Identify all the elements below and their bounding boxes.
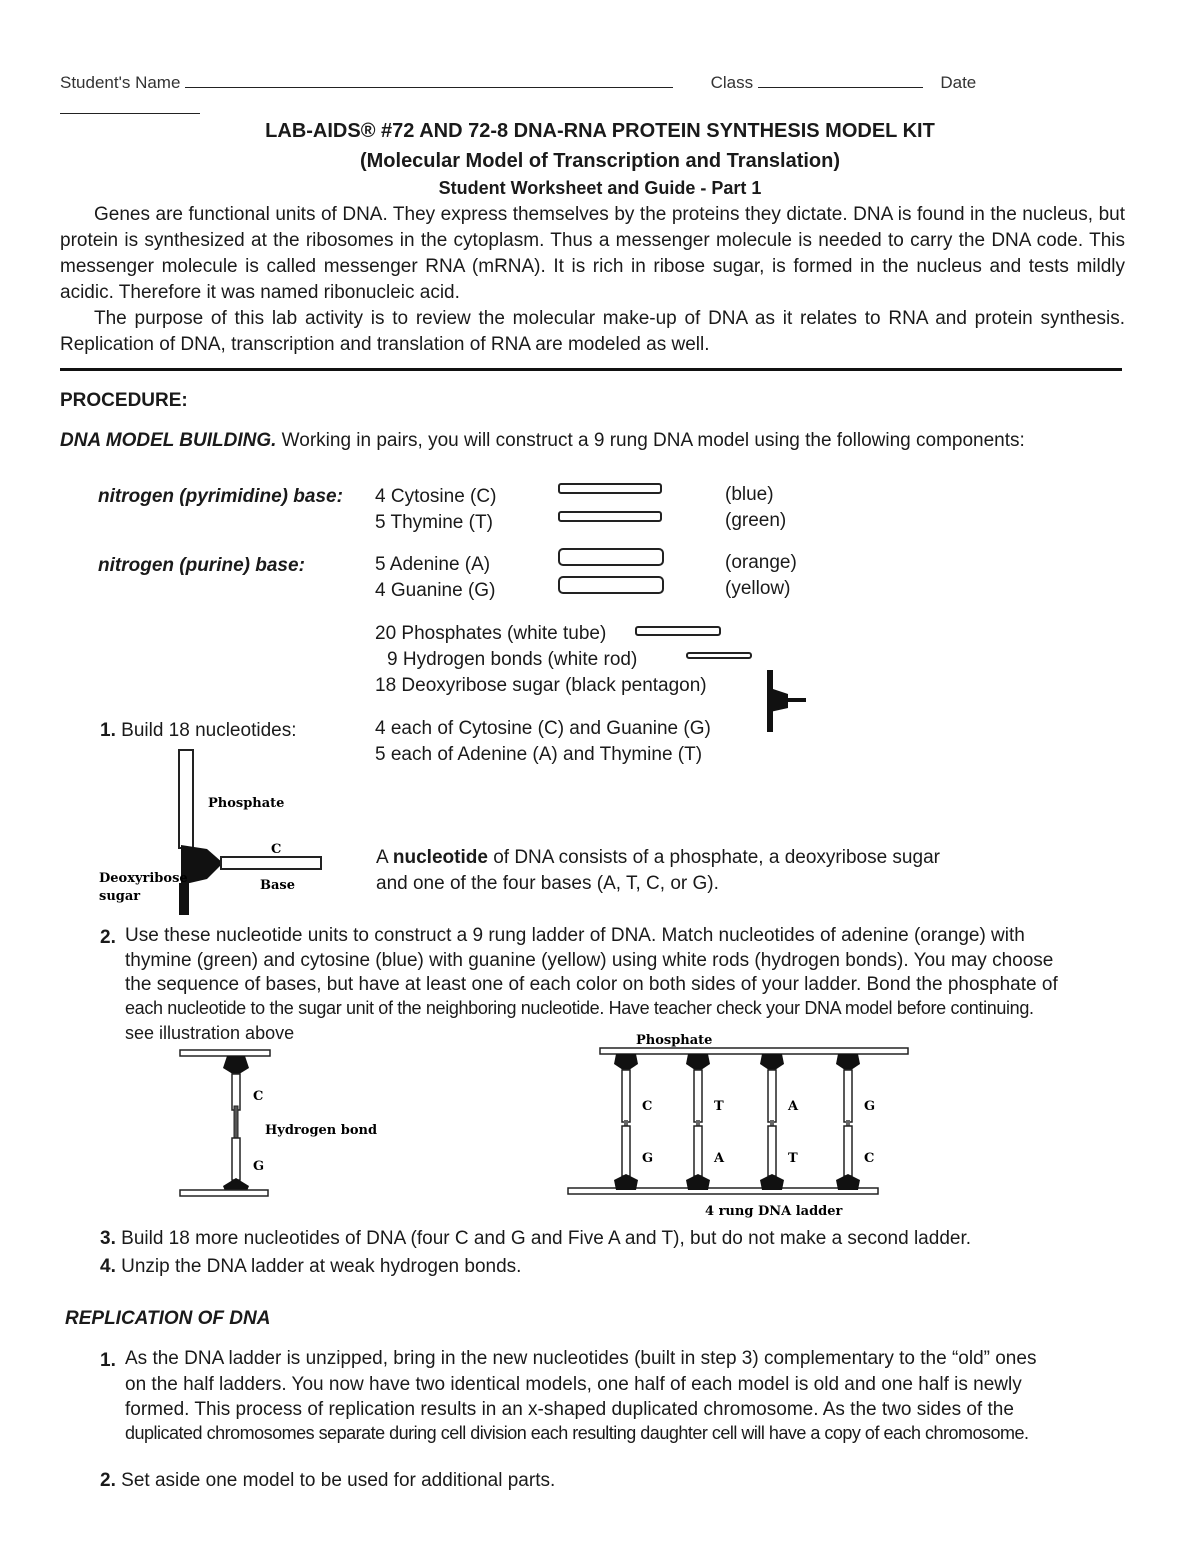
ladder-base-bottom — [768, 1126, 776, 1176]
ladder-rung — [836, 1054, 875, 1190]
adenine-count: 5 Adenine (A) — [375, 554, 491, 575]
thymine-piece-icon — [558, 511, 662, 522]
step2-line4: each nucleotide to the sugar unit of the neighboring nucleotide. Have teacher check your DNA model before continuing. — [125, 998, 1034, 1018]
ladder-sugar-bottom — [614, 1174, 638, 1190]
ladder-rung — [760, 1054, 799, 1190]
ladder-rung — [686, 1054, 725, 1190]
rung-hydrogen-bond-label: Hydrogen bond — [265, 1123, 378, 1138]
step1-number: 1. — [100, 720, 116, 741]
guanine-count: 4 Guanine (G) — [375, 580, 496, 601]
model-building-intro — [60, 428, 1140, 454]
adenine-color: (orange) — [725, 552, 797, 573]
replication-step2: 2. Set aside one model to be used for additional parts. — [100, 1470, 556, 1491]
guanine-color: (yellow) — [725, 578, 791, 599]
header-row — [60, 70, 1120, 122]
name-label: Student's Name — [60, 73, 181, 92]
step1-detail2: 5 each of Adenine (A) and Thymine (T) — [375, 744, 703, 765]
title-line2: (Molecular Model of Transcription and Translation) — [359, 150, 841, 172]
nucleotide-diagram — [95, 745, 335, 920]
model-building-heading: DNA MODEL BUILDING. — [60, 430, 277, 451]
title-line1: LAB-AIDS® #72 AND 72-8 DNA-RNA PROTEIN SYNTHESIS MODEL KIT — [265, 120, 935, 142]
ladder-rung — [614, 1054, 653, 1190]
name-field[interactable] — [185, 87, 673, 88]
purine-label: nitrogen (purine) base: — [98, 555, 305, 576]
step1-detail1: 4 each of Cytosine (C) and Guanine (G) — [375, 718, 711, 739]
ladder-top-base-label: T — [714, 1099, 724, 1114]
ladder-base-bottom — [694, 1126, 702, 1176]
hydrogen-bond-diagram — [175, 1048, 395, 1203]
ladder-base-top — [622, 1070, 630, 1122]
ladder-base-top — [768, 1070, 776, 1122]
ladder-phosphate-label: Phosphate — [636, 1033, 713, 1048]
ladder-top-base-label: G — [864, 1099, 876, 1114]
phosphates-count: 20 Phosphates (white tube) — [375, 623, 607, 644]
step3: 3. Build 18 more nucleotides of DNA (four C and G and Five A and T), but do not make a second ladder. — [100, 1228, 972, 1249]
section-divider — [60, 368, 1122, 371]
hydrogen-count: 9 Hydrogen bonds (white rod) — [387, 649, 638, 670]
cytosine-count: 4 Cytosine (C) — [375, 486, 497, 507]
rung-g-label: G — [253, 1159, 265, 1174]
adenine-piece-icon — [558, 548, 664, 566]
phosphate-tube-icon — [635, 626, 721, 636]
nucleotide-deoxyribose-label: Deoxyribose — [99, 871, 188, 886]
nucleotide-definition: A nucleotide of DNA consists of a phosphate, a deoxyribose sugar — [376, 847, 940, 868]
replication-step1-number: 1. — [100, 1350, 116, 1371]
date-label: Date — [940, 73, 977, 92]
deoxyribose-count: 18 Deoxyribose sugar (black pentagon) — [375, 675, 707, 696]
step2-line5: see illustration above — [125, 1023, 295, 1043]
nucleotide-phosphate-label: Phosphate — [208, 796, 285, 811]
ladder-base-bottom — [622, 1126, 630, 1176]
ladder-base-bottom — [844, 1126, 852, 1176]
date-field[interactable] — [60, 113, 200, 114]
guanine-piece-icon — [558, 576, 664, 594]
replication-step1-line2: on the half ladders. You now have two identical models, one half of each model is old and one half is newly — [125, 1374, 1022, 1395]
ladder-bottom-base-label: A — [714, 1151, 725, 1166]
ladder-base-top — [694, 1070, 702, 1122]
thymine-count: 5 Thymine (T) — [375, 512, 493, 533]
step2-line3: the sequence of bases, but have at least one of each color on both sides of your ladder. Bond the phosphate of — [125, 974, 1058, 995]
deoxyribose-pentagon-icon — [760, 668, 810, 734]
ladder-bottom-base-label: G — [642, 1151, 654, 1166]
intro-paragraph-2: The purpose of this lab activity is to review the molecular make-up of DNA as it relates to RNA and protein synthesis. Replication of DNA, transcription and translation of RNA are modeled as well. — [60, 308, 1125, 355]
thymine-color: (green) — [725, 510, 787, 531]
ladder-sugar-bottom — [836, 1174, 860, 1190]
title-line3: Student Worksheet and Guide - Part 1 — [438, 178, 762, 198]
nucleotide-definition-line2: and one of the four bases (A, T, C, or G). — [376, 873, 719, 894]
ladder-top-base-label: C — [642, 1099, 653, 1114]
rung-c-label: C — [253, 1089, 264, 1104]
class-label: Class — [710, 73, 754, 92]
ladder-base-top — [844, 1070, 852, 1122]
ladder-sugar-bottom — [760, 1174, 784, 1190]
ladder-sugar-bottom — [686, 1174, 710, 1190]
step2-number: 2. — [100, 927, 116, 948]
dna-ladder-diagram — [560, 1028, 920, 1223]
step4: 4. Unzip the DNA ladder at weak hydrogen bonds. — [100, 1256, 522, 1277]
cytosine-color: (blue) — [725, 484, 774, 505]
step1-label — [100, 718, 296, 744]
model-building-text: Working in pairs, you will construct a 9 rung DNA model using the following components: — [281, 430, 1025, 451]
class-field[interactable] — [758, 87, 923, 88]
ladder-bottom-base-label: C — [864, 1151, 875, 1166]
step2-line1: Use these nucleotide units to construct a 9 rung ladder of DNA. Match nucleotides of adenine (orange) with — [125, 925, 1025, 946]
step1-text: Build 18 nucleotides: — [121, 720, 297, 741]
replication-step1-line4: duplicated chromosomes separate during cell division each resulting daughter cell will have a copy of each chromosome. — [125, 1423, 1029, 1443]
nucleotide-sugar-label: sugar — [99, 889, 141, 904]
ladder-bottom-base-label: T — [788, 1151, 798, 1166]
nucleotide-base-label: Base — [260, 878, 296, 893]
step2-line2: thymine (green) and cytosine (blue) with guanine (yellow) using white rods (hydrogen bonds). You may choose — [125, 950, 1054, 971]
hydrogen-rod-icon — [686, 652, 752, 659]
pyrimidine-label: nitrogen (pyrimidine) base: — [98, 486, 343, 507]
replication-step1-line3: formed. This process of replication results in an x-shaped duplicated chromosome. As the two sides of the — [125, 1399, 1014, 1420]
procedure-heading: PROCEDURE: — [60, 390, 188, 411]
replication-step1-line1: As the DNA ladder is unzipped, bring in the new nucleotides (built in step 3) complementary to the “old” ones — [125, 1348, 1037, 1369]
intro-paragraph-1: Genes are functional units of DNA. They express themselves by the proteins they dictate. DNA is found in the nucleus, but protein is synthesized at the ribosomes in the cytoplasm. Thus a messenger molecule is needed to carry the DNA code. This messenger molecule is called messenger RNA (mRNA). It is rich in ribose sugar, is formed in the nucleus and tests mildly acidic. Therefore it was named ribonucleic acid. — [60, 204, 1125, 303]
cytosine-piece-icon — [558, 483, 662, 494]
nucleotide-c-label: C — [271, 842, 282, 857]
ladder-top-base-label: A — [788, 1099, 799, 1114]
ladder-caption: 4 rung DNA ladder — [705, 1204, 843, 1219]
replication-heading: REPLICATION OF DNA — [65, 1308, 271, 1329]
